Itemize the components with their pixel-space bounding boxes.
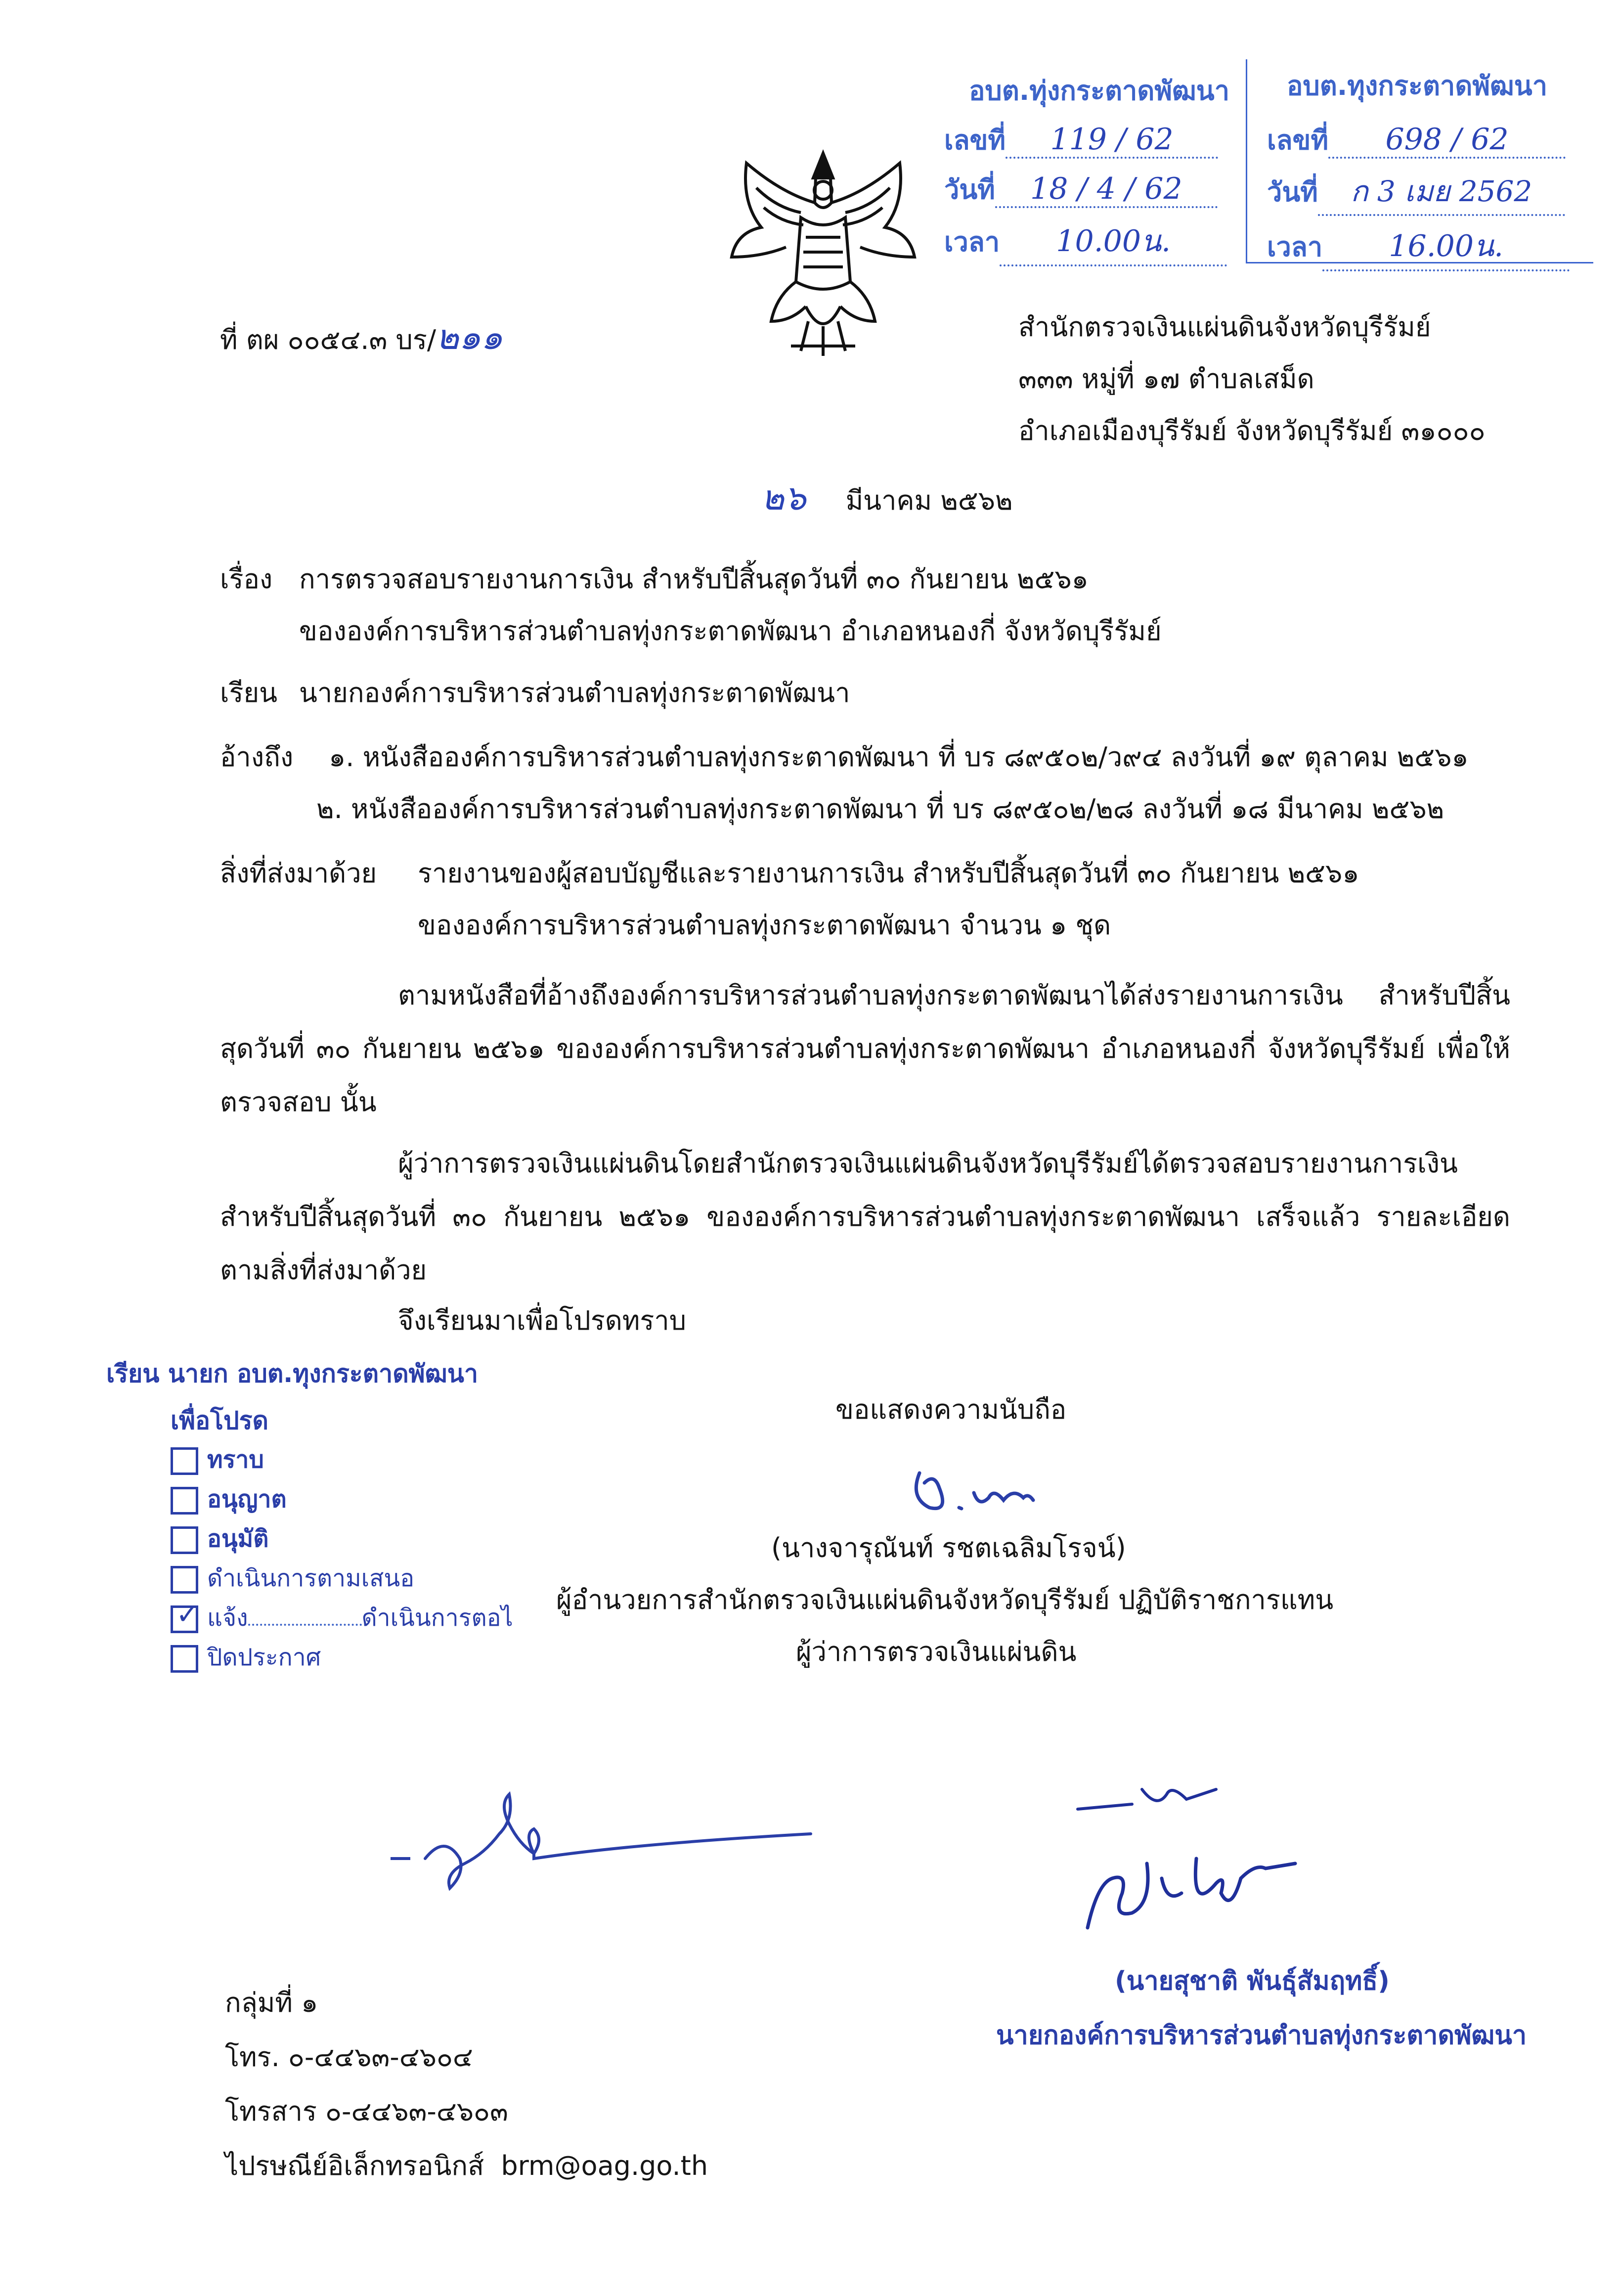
routing-option-label: ปิดประกาศ [207,1644,321,1671]
stamp-time-label: เวลา [1267,231,1323,262]
sender-title-line2: ผู้ว่าการตรวจเงินแผ่นดิน [796,1636,1077,1667]
routing-option-label: แจ้ง [207,1604,248,1632]
sender-name: (นางจารุณันท์ รชตเฉลิมโรจน์) [771,1532,1126,1563]
subject-label: เรื่อง [220,563,273,595]
enclosure-label: สิ่งที่ส่งมาด้วย [220,858,377,889]
salutation-recipient: นายกองค์การบริหารส่วนตำบลทุ่งกระตาดพัฒนา [299,677,850,708]
stamp-time-value: 16.00น. [1322,222,1570,271]
letter-date [761,477,1013,519]
checkbox-icon [171,1566,198,1594]
stamp-time-value: 10.00น. [1000,217,1227,266]
footer-email-label: ไปรษณีย์อิเล็กทรอนิกส์ [225,2150,484,2181]
reference-prefix: ที่ ตผ ๐๐๕๔.๓ บร/ [220,324,437,355]
date-day-handwritten: ๒๖ [761,477,806,518]
receipt-stamp-left [929,69,1270,262]
stamp-date-value: 18 / 4 / 62 [995,172,1218,208]
stamp-date-label: วันที่ [1267,176,1318,208]
footer-email [225,2150,708,2182]
salutation-label: เรียน [220,677,278,708]
stamp-date-value: ก 3 เมย 2562 [1318,168,1565,216]
checkbox-checked-icon: ✓ [171,1605,198,1633]
checkbox-icon [171,1645,198,1673]
stamp-number-label: เลขที่ [944,125,1006,156]
receipt-stamp-right [1246,59,1593,263]
routing-option-label: อนุญาต [207,1485,287,1513]
closing-sentence: จึงเรียนมาเพื่อโปรดทราบ [398,1305,686,1336]
footer-fax: โทรสาร ๐-๔๔๖๓-๔๖๐๓ [225,2096,508,2127]
reference-handwritten-number: ๒๑๑ [436,317,503,357]
enclosure-line2: ขององค์การบริหารส่วนตำบลทุ่งกระตาดพัฒนา จำนวน ๑ ชุด [418,910,1111,941]
references-label: อ้างถึง [220,741,294,773]
garuda-emblem [717,133,929,366]
stamp-time-label: เวลา [944,226,1000,258]
stamp-org: อบต.ทุ่งกระตาดพัฒนา [969,75,1230,106]
sender-signature [905,1453,1053,1527]
reference-number [220,316,503,358]
checkbox-icon [171,1447,198,1475]
footer-email-address: brm@oag.go.th [501,2150,708,2181]
regards: ขอแสดงความนับถือ [835,1394,1067,1425]
stamp-number-value: 698 / 62 [1328,122,1566,159]
routing-option-suffix: ดำเนินการตอไ [361,1604,513,1632]
routing-option-label: ดำเนินการตามเสนอ [207,1564,415,1592]
routing-option-post [171,1639,321,1676]
routing-option-acknowledge [171,1441,264,1478]
reference-item-1: ๑. หนังสือองค์การบริหารส่วนตำบลทุ่งกระตาดพัฒนา ที่ บร ๘๙๕๐๒/ว๙๔ ลงวันที่ ๑๙ ตุลาคม ๒๕๖๑ [329,741,1469,773]
stamp-org: อบต.ทุงกระตาดพัฒนา [1287,70,1548,101]
body-paragraph-2: ผู้ว่าการตรวจเงินแผ่นดินโดยสำนักตรวจเงินแผ่นดินจังหวัดบุรีรัมย์ได้ตรวจสอบรายงานการเงิน สำหรับปีสิ้นสุดวันที่ ๓๐ กันยายน ๒๕๖๑ ขององค์การบริหารส่วนตำบลทุ่งกระตาดพัฒนา เสร็จแล้ว รายละเอียดตามสิ่งที่ส่งมาด้วย [220,1148,1510,1286]
stamp-date-label: วันที่ [944,174,995,205]
routing-option-approve [171,1520,268,1558]
sender-address-line3: อำเภอเมืองบุรีรัมย์ จังหวัดบุรีรัมย์ ๓๑๐๐๐ [1018,415,1486,446]
footer-group: กลุ่มที่ ๑ [225,1987,318,2018]
recipient-name: (นายสุชาติ พันธุ์สัมฤทธิ์) [1115,1966,1390,1996]
body-paragraph-1: ตามหนังสือที่อ้างถึงองค์การบริหารส่วนตำบลทุ่งกระตาดพัฒนาได้ส่งรายงานการเงิน สำหรับปีสิ้นสุดวันที่ ๓๐ กันยายน ๒๕๖๑ ขององค์การบริหารส่วนตำบลทุ่งกระตาดพัฒนา อำเภอหนองกี่ จังหวัดบุรีรัมย์ เพื่อให้ตรวจสอบ นั้น [220,980,1510,1118]
stamp-number-label: เลขที่ [1267,125,1329,156]
checkbox-icon [171,1487,198,1515]
reference-item-2: ๒. หนังสือองค์การบริหารส่วนตำบลทุ่งกระตาดพัฒนา ที่ บร ๘๙๕๐๒/๒๘ ลงวันที่ ๑๘ มีนาคม ๒๕๖๒ [316,793,1444,824]
routing-option-notify [171,1599,513,1637]
routing-stamp [106,1354,551,1690]
subject-line2: ขององค์การบริหารส่วนตำบลทุ่งกระตาดพัฒนา อำเภอหนองกี่ จังหวัดบุรีรัมย์ [299,615,1162,647]
date-month-year: มีนาคม ๒๕๖๒ [845,485,1013,516]
enclosure-line1: รายงานของผู้สอบบัญชีและรายงานการเงิน สำหรับปีสิ้นสุดวันที่ ๓๐ กันยายน ๒๕๖๑ [418,858,1359,889]
routing-option-proceed [171,1560,414,1597]
routing-stamp-title: เรียน นายก อบต.ทุงกระตาดพัฒนา [106,1359,479,1388]
checkbox-icon [171,1526,198,1554]
sender-address-line2: ๓๓๓ หมู่ที่ ๑๗ ตำบลเสม็ด [1018,363,1314,394]
routing-option-label: ทราบ [207,1446,264,1473]
routing-option-label: อนุมัติ [207,1525,269,1553]
recipient-title: นายกองค์การบริหารส่วนตำบลทุ่งกระตาดพัฒนา [996,2021,1527,2050]
routing-stamp-subtitle: เพื่อโปรด [171,1406,268,1435]
handwritten-annotation [386,1775,831,1903]
footer-phone: โทร. ๐-๔๔๖๓-๔๖๐๔ [225,2041,473,2073]
stamp-number-value: 119 / 62 [1006,122,1218,159]
subject-line1: การตรวจสอบรายงานการเงิน สำหรับปีสิ้นสุดวันที่ ๓๐ กันยายน ๒๕๖๑ [299,563,1089,595]
sender-title-line1: ผู้อำนวยการสำนักตรวจเงินแผ่นดินจังหวัดบุรีรัมย์ ปฏิบัติราชการแทน [556,1584,1334,1615]
routing-option-permit [171,1480,287,1518]
sender-address-line1: สำนักตรวจเงินแผ่นดินจังหวัดบุรีรัมย์ [1018,311,1431,343]
recipient-signature-mark [1068,1765,1345,1972]
